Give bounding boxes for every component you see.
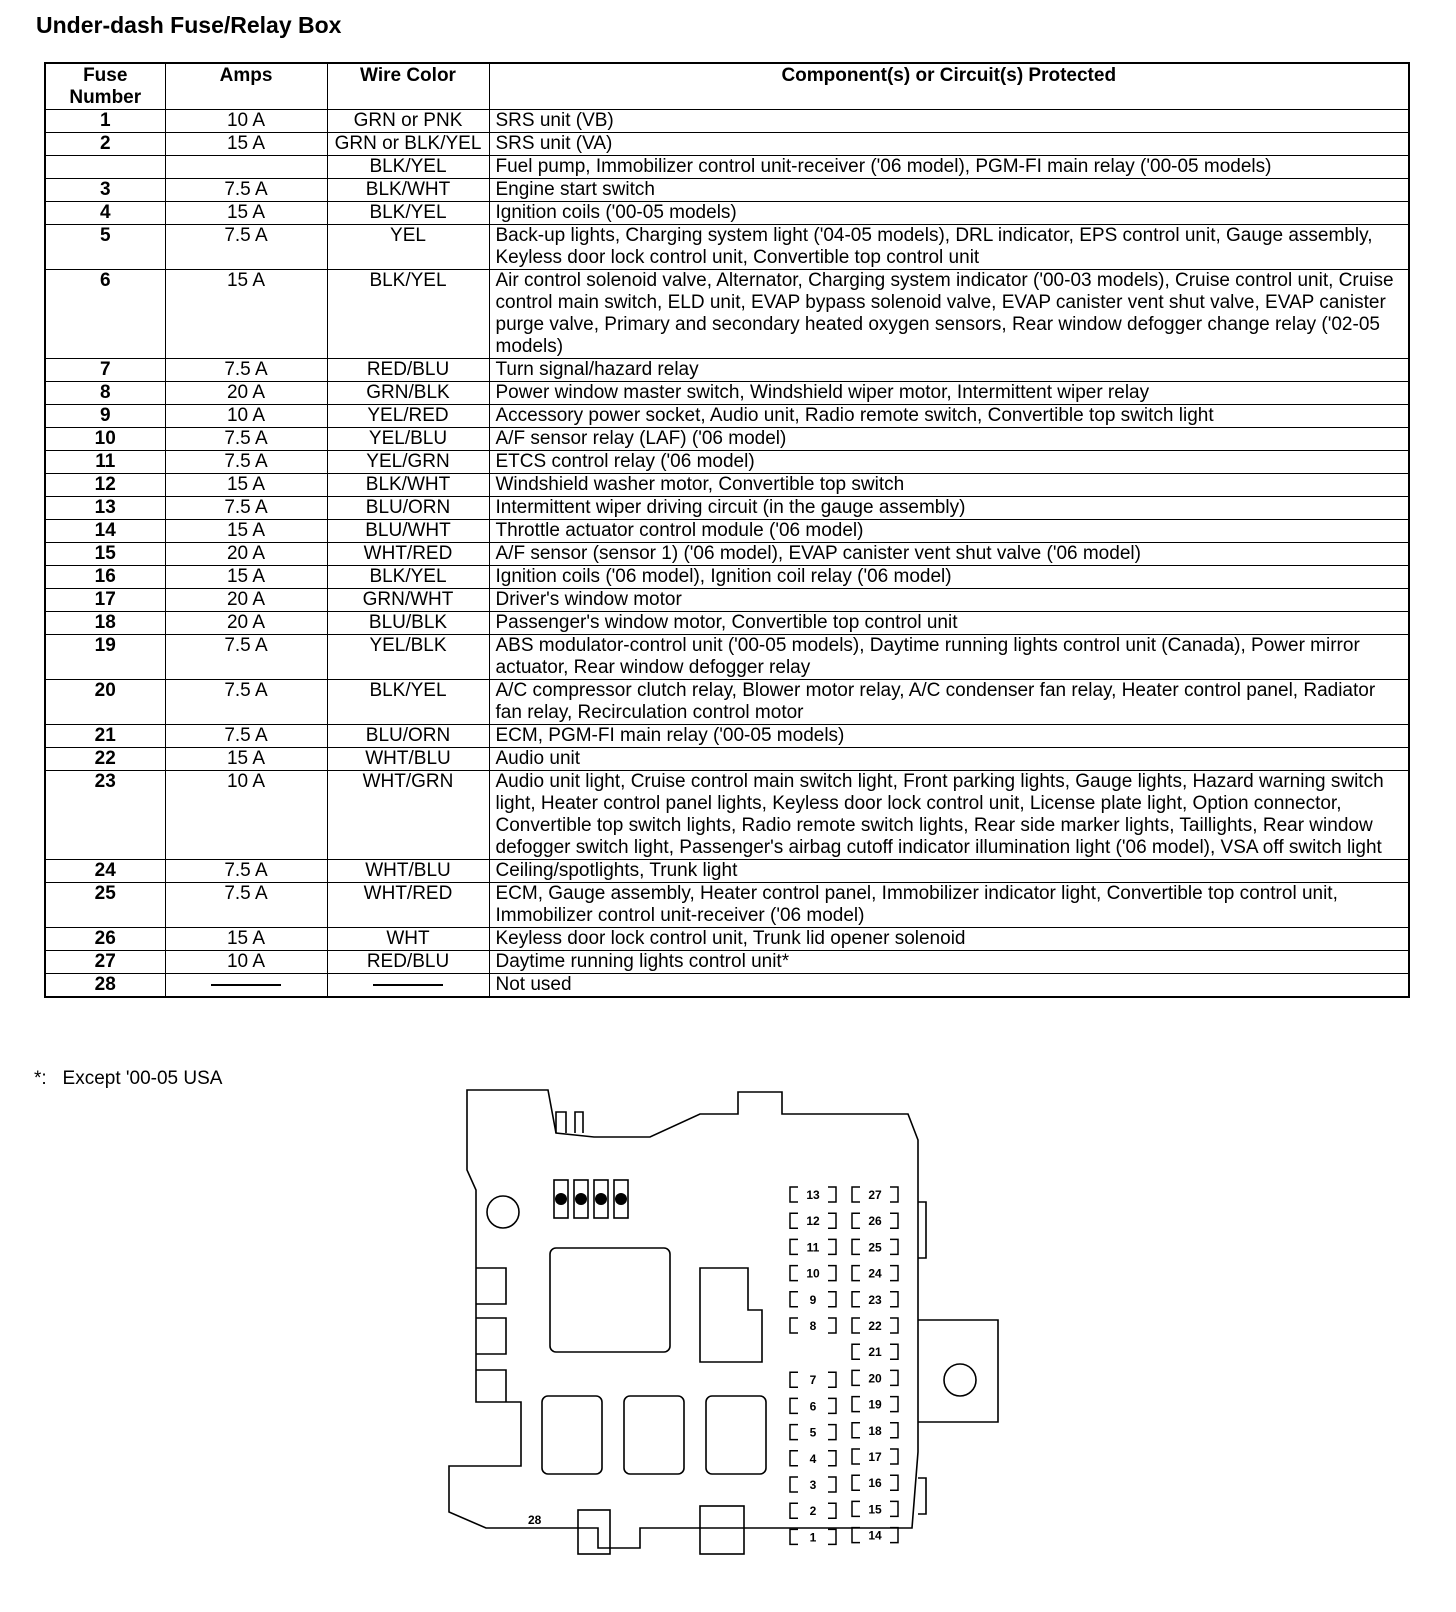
- fuse-slot-label: 6: [809, 1399, 817, 1414]
- fuse-slot-label: 3: [809, 1478, 817, 1492]
- footnote-text: Except '00-05 USA: [62, 1068, 223, 1089]
- fuse-number-cell: 27: [45, 951, 165, 974]
- amps-cell: 15 A: [165, 474, 327, 497]
- component-cell: Audio unit: [489, 748, 1409, 771]
- component-cell: Accessory power socket, Audio unit, Radio remote switch, Convertible top switch light: [489, 405, 1409, 428]
- component-cell: SRS unit (VB): [489, 110, 1409, 133]
- wire-color-cell: BLK/YEL: [327, 270, 489, 359]
- fuse-number-cell: 9: [45, 405, 165, 428]
- wire-color-cell: BLU/WHT: [327, 520, 489, 543]
- page-title: Under-dash Fuse/Relay Box: [36, 12, 342, 38]
- fuse-number-cell: 8: [45, 382, 165, 405]
- fuse-slot-25: [852, 1239, 898, 1254]
- fuse-number-cell: 11: [45, 451, 165, 474]
- amps-cell: 7.5 A: [165, 451, 327, 474]
- header-component: Component(s) or Circuit(s) Protected: [489, 63, 1409, 110]
- relay-bottom-1: [542, 1396, 602, 1474]
- fuse-number-cell: 4: [45, 202, 165, 225]
- amps-cell: 7.5 A: [165, 883, 327, 928]
- header-wire-color: Wire Color: [327, 63, 489, 110]
- fuse-slot-label: 5: [809, 1425, 817, 1440]
- component-cell: Fuel pump, Immobilizer control unit-receiver ('06 model), PGM-FI main relay ('00-05 models): [489, 156, 1409, 179]
- fuse-slot-label: 27: [868, 1188, 882, 1202]
- mounting-hole-icon: [487, 1196, 519, 1228]
- component-cell: Throttle actuator control module ('06 model): [489, 520, 1409, 543]
- fuse-slot-3: [790, 1477, 836, 1492]
- relay-bottom-3: [706, 1396, 766, 1474]
- fuse-slot-label: 8: [809, 1319, 817, 1333]
- component-cell: SRS unit (VA): [489, 133, 1409, 156]
- component-cell: A/C compressor clutch relay, Blower motor relay, A/C condenser fan relay, Heater control panel, Radiator fan relay, Recirculation control motor: [489, 680, 1409, 725]
- amps-cell: 20 A: [165, 589, 327, 612]
- component-cell: ETCS control relay ('06 model): [489, 451, 1409, 474]
- amps-cell: 7.5 A: [165, 179, 327, 202]
- header-fuse-number: Fuse Number: [45, 63, 165, 110]
- fuse-slot-label: 16: [868, 1476, 882, 1491]
- amps-cell: 15 A: [165, 566, 327, 589]
- fuse-number-cell: 6: [45, 270, 165, 359]
- fuse-number-cell: 20: [45, 680, 165, 725]
- fuse-slot-label: 4: [809, 1451, 817, 1466]
- component-cell: ABS modulator-control unit ('00-05 models), Daytime running lights control unit (Canada), Power mirror actuator, Rear window defogger relay: [489, 635, 1409, 680]
- wire-color-cell: WHT/RED: [327, 543, 489, 566]
- relay-large: [550, 1248, 670, 1352]
- fuse-slot-6: [790, 1398, 836, 1413]
- fuse-box-outline: [449, 1090, 918, 1548]
- left-fuse-slots: [790, 1187, 836, 1544]
- fuse-slot-label: 12: [806, 1214, 820, 1229]
- wire-color-cell: YEL: [327, 225, 489, 270]
- wire-color-cell: WHT/BLU: [327, 748, 489, 771]
- fuse-slot-10: [790, 1266, 836, 1281]
- fuse-slot-label: 7: [809, 1373, 817, 1388]
- fuse-number-cell: 2: [45, 133, 165, 156]
- component-cell: Daytime running lights control unit*: [489, 951, 1409, 974]
- component-cell: Ceiling/spotlights, Trunk light: [489, 860, 1409, 883]
- amps-cell: 20 A: [165, 543, 327, 566]
- wire-color-cell: BLK/YEL: [327, 680, 489, 725]
- wire-color-cell: WHT/BLU: [327, 860, 489, 883]
- wire-color-cell: BLU/ORN: [327, 725, 489, 748]
- fuse-slot-5: [790, 1425, 836, 1440]
- component-cell: Passenger's window motor, Convertible top control unit: [489, 612, 1409, 635]
- component-cell: A/F sensor relay (LAF) ('06 model): [489, 428, 1409, 451]
- fuse-slot-27: [852, 1187, 898, 1202]
- amps-cell: 7.5 A: [165, 635, 327, 680]
- amps-cell: 7.5 A: [165, 680, 327, 725]
- fuse-slot-label: 9: [809, 1292, 817, 1307]
- amps-cell: 20 A: [165, 382, 327, 405]
- fuse-slot-label: 10: [806, 1266, 820, 1281]
- component-cell: Not used: [489, 974, 1409, 998]
- fuse-slot-label: 25: [868, 1240, 882, 1255]
- fuse-slot-23: [852, 1292, 898, 1307]
- fuse-slot-label: 20: [868, 1371, 882, 1386]
- fuse-slot-label: 24: [868, 1266, 882, 1281]
- right-fuse-slots: [852, 1187, 898, 1543]
- fuse-slot-14: [852, 1528, 898, 1543]
- amps-cell: 15 A: [165, 928, 327, 951]
- fuse-slot-label: 1: [809, 1530, 817, 1545]
- fuse-slot-label: 17: [868, 1450, 882, 1464]
- fuse-slot-8: [790, 1318, 836, 1333]
- fuse-slot-16: [852, 1475, 898, 1490]
- fuse-28-label: 28: [528, 1513, 542, 1527]
- wire-color-cell: GRN/WHT: [327, 589, 489, 612]
- fuse-slot-11: [790, 1239, 836, 1254]
- wire-color-cell: YEL/GRN: [327, 451, 489, 474]
- fuse-slot-26: [852, 1213, 898, 1228]
- amps-cell: 10 A: [165, 110, 327, 133]
- component-cell: Intermittent wiper driving circuit (in the gauge assembly): [489, 497, 1409, 520]
- wire-color-cell: RED/BLU: [327, 359, 489, 382]
- amps-cell: 20 A: [165, 612, 327, 635]
- amps-cell: 7.5 A: [165, 725, 327, 748]
- wire-color-cell: GRN or PNK: [327, 110, 489, 133]
- fuse-number-cell: 5: [45, 225, 165, 270]
- wire-color-cell: YEL/RED: [327, 405, 489, 428]
- wire-color-cell: BLK/YEL: [327, 156, 489, 179]
- fuse-number-cell: 25: [45, 883, 165, 928]
- header-amps: Amps: [165, 63, 327, 110]
- component-cell: Power window master switch, Windshield wiper motor, Intermittent wiper relay: [489, 382, 1409, 405]
- wire-color-cell: GRN or BLK/YEL: [327, 133, 489, 156]
- component-cell: Ignition coils ('06 model), Ignition coil relay ('06 model): [489, 566, 1409, 589]
- amps-cell: 7.5 A: [165, 860, 327, 883]
- fuse-slot-7: [790, 1372, 836, 1387]
- wire-color-cell: BLU/BLK: [327, 612, 489, 635]
- fuse-slot-label: 15: [868, 1502, 882, 1517]
- fuse-slot-4: [790, 1451, 836, 1466]
- wire-color-cell: RED/BLU: [327, 951, 489, 974]
- amps-cell: 15 A: [165, 202, 327, 225]
- wire-color-cell: YEL/BLU: [327, 428, 489, 451]
- amps-cell: 15 A: [165, 270, 327, 359]
- fuse-number-cell: 7: [45, 359, 165, 382]
- component-cell: A/F sensor (sensor 1) ('06 model), EVAP canister vent shut valve ('06 model): [489, 543, 1409, 566]
- amps-cell: 15 A: [165, 748, 327, 771]
- fuse-slot-label: 14: [868, 1528, 882, 1543]
- component-cell: Turn signal/hazard relay: [489, 359, 1409, 382]
- amps-cell: 10 A: [165, 405, 327, 428]
- wire-color-cell: WHT/RED: [327, 883, 489, 928]
- wire-color-cell: WHT/GRN: [327, 771, 489, 860]
- fuse-number-cell: 1: [45, 110, 165, 133]
- fuse-slot-1: [790, 1529, 836, 1544]
- wire-color-cell: WHT: [327, 928, 489, 951]
- component-cell: Air control solenoid valve, Alternator, Charging system indicator ('00-03 models), Cruise control unit, Cruise control main switch, ELD unit, EVAP bypass solenoid valve, EVAP canister vent shut valve, EVAP canister purge valve, Primary and secondary heated oxygen sensors, Rear window defogger change relay ('02-05 models): [489, 270, 1409, 359]
- fuse-slot-label: 23: [868, 1292, 882, 1307]
- fuse-number-cell: 23: [45, 771, 165, 860]
- mounting-hole-right-icon: [944, 1364, 976, 1396]
- fuse-slot-24: [852, 1266, 898, 1281]
- wire-color-cell: BLU/ORN: [327, 497, 489, 520]
- component-cell: ECM, PGM-FI main relay ('00-05 models): [489, 725, 1409, 748]
- fuse-number-cell: 16: [45, 566, 165, 589]
- amps-cell: 7.5 A: [165, 497, 327, 520]
- fuse-slot-19: [852, 1397, 898, 1412]
- component-cell: Ignition coils ('00-05 models): [489, 202, 1409, 225]
- fuse-number-cell: 17: [45, 589, 165, 612]
- fuse-number-cell: 14: [45, 520, 165, 543]
- fuse-number-cell: 22: [45, 748, 165, 771]
- wire-color-cell: BLK/YEL: [327, 202, 489, 225]
- relay-bottom-2: [624, 1396, 684, 1474]
- fuse-number-cell: 21: [45, 725, 165, 748]
- fuse-slot-18: [852, 1423, 898, 1438]
- wire-color-cell: GRN/BLK: [327, 382, 489, 405]
- fuse-slot-label: 18: [868, 1423, 882, 1438]
- component-cell: Windshield washer motor, Convertible top switch: [489, 474, 1409, 497]
- fuse-slot-20: [852, 1370, 898, 1385]
- amps-cell: 15 A: [165, 133, 327, 156]
- fuse-slot-label: 11: [806, 1240, 820, 1255]
- wire-color-cell: BLK/WHT: [327, 179, 489, 202]
- amps-cell: 15 A: [165, 520, 327, 543]
- fuse-slot-13: [790, 1187, 836, 1202]
- footnote-mark: *:: [34, 1068, 47, 1089]
- component-cell: ECM, Gauge assembly, Heater control panel, Immobilizer indicator light, Convertible top control unit, Immobilizer control unit-receiver ('06 model): [489, 883, 1409, 928]
- fuse-slot-label: 13: [806, 1188, 820, 1202]
- fuse-number-cell: 26: [45, 928, 165, 951]
- fuse-slot-17: [852, 1449, 898, 1464]
- fuse-number-cell: 19: [45, 635, 165, 680]
- wire-color-cell: BLK/WHT: [327, 474, 489, 497]
- component-cell: Driver's window motor: [489, 589, 1409, 612]
- fuse-slot-22: [852, 1318, 898, 1333]
- wire-color-cell: YEL/BLK: [327, 635, 489, 680]
- fuse-slot-label: 26: [868, 1214, 882, 1229]
- component-cell: Engine start switch: [489, 179, 1409, 202]
- fuse-number-cell: 3: [45, 179, 165, 202]
- amps-cell: 10 A: [165, 771, 327, 860]
- fuse-slot-2: [790, 1503, 836, 1518]
- fuse-slot-15: [852, 1501, 898, 1516]
- fuse-slot-label: 21: [868, 1345, 882, 1360]
- amps-cell: 7.5 A: [165, 428, 327, 451]
- component-cell: Audio unit light, Cruise control main switch light, Front parking lights, Gauge lights, Hazard warning switch light, Heater control panel lights, Keyless door lock control unit, License plate light, Option connector, Convertible top switch lights, Radio remote switch lights, Rear side marker lights, Taillights, Rear window defogger switch light, Passenger's airbag cutoff indicator illumination light ('06 model), VSA off switch light: [489, 771, 1409, 860]
- fuse-number-cell: 10: [45, 428, 165, 451]
- amps-cell: 7.5 A: [165, 225, 327, 270]
- fuse-number-cell: 13: [45, 497, 165, 520]
- fuse-slot-9: [790, 1292, 836, 1307]
- fuse-number-cell: 18: [45, 612, 165, 635]
- fuse-slot-label: 22: [868, 1319, 882, 1333]
- component-cell: Back-up lights, Charging system light ('04-05 models), DRL indicator, EPS control unit, Gauge assembly, Keyless door lock control unit, Convertible top control unit: [489, 225, 1409, 270]
- fuse-number-cell: 24: [45, 860, 165, 883]
- amps-cell: 10 A: [165, 951, 327, 974]
- fuse-slot-label: 19: [868, 1397, 882, 1412]
- component-cell: Keyless door lock control unit, Trunk lid opener solenoid: [489, 928, 1409, 951]
- fuse-slot-21: [852, 1344, 898, 1359]
- fuse-number-cell: 15: [45, 543, 165, 566]
- fuse-number-cell: 12: [45, 474, 165, 497]
- amps-cell: 7.5 A: [165, 359, 327, 382]
- fuse-slot-12: [790, 1213, 836, 1228]
- fuse-slot-label: 2: [809, 1504, 817, 1519]
- wire-color-cell: BLK/YEL: [327, 566, 489, 589]
- fuse-number-cell: 28: [45, 974, 165, 998]
